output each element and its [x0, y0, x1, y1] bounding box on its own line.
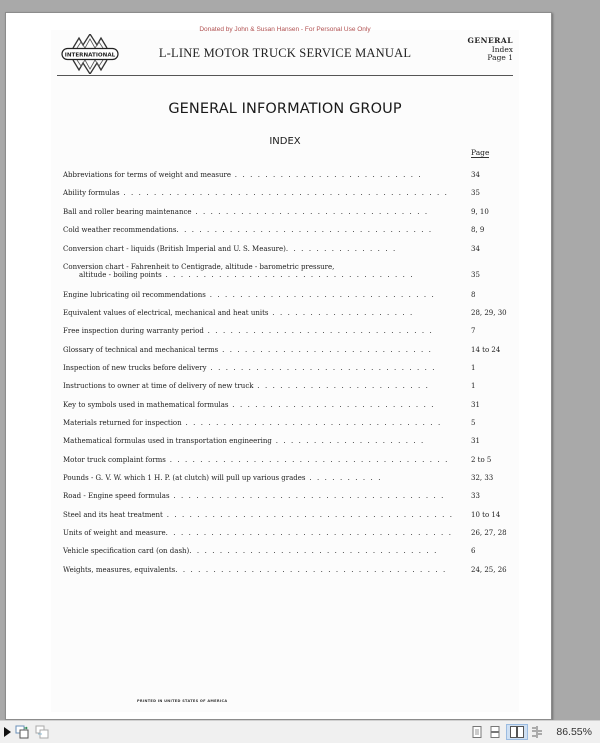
- page-thumbnails-button[interactable]: [14, 725, 30, 739]
- corner-group: GENERAL: [467, 36, 513, 45]
- group-title: GENERAL INFORMATION GROUP: [168, 101, 402, 117]
- play-icon: [4, 727, 11, 737]
- index-entry: Free inspection during warranty period . . . . . . . . . . . . . . . . . . . . . . . . . . . . . . 7: [63, 327, 476, 335]
- two-page-icon: [510, 726, 524, 738]
- index-entry: Materials returned for inspection . . . . . . . . . . . . . . . . . . . . . . . . . . . . . . . . . . 5: [63, 419, 476, 427]
- pdf-page: [5, 12, 552, 720]
- index-entry: Instructions to owner at time of delivery of new truck . . . . . . . . . . . . . . . . . . . . . . . 1: [63, 382, 476, 390]
- continuous-page-icon: [490, 726, 500, 738]
- page-reference: [467, 37, 513, 63]
- index-entry: Glossary of technical and mechanical terms . . . . . . . . . . . . . . . . . . . . . . . . . . . . 14 to 24: [63, 346, 501, 354]
- two-page-continuous-icon: [531, 726, 543, 738]
- svg-text:INTERNATIONAL: INTERNATIONAL: [64, 52, 116, 59]
- corner-page: Page 1: [487, 53, 513, 62]
- index-entry: Abbreviations for terms of weight and measure . . . . . . . . . . . . . . . . . . . . . . . . . 34: [63, 171, 480, 179]
- index-entry: Road - Engine speed formulas . . . . . . . . . . . . . . . . . . . . . . . . . . . . . . . . . . . . 33: [63, 492, 480, 500]
- index-entry: Inspection of new trucks before delivery . . . . . . . . . . . . . . . . . . . . . . . . . . . . . . 1: [63, 364, 476, 372]
- index-entry: Weights, measures, equivalents. . . . . . . . . . . . . . . . . . . . . . . . . . . . . . . . . . . . 24, 25, 26: [63, 566, 507, 574]
- index-entry: Engine lubricating oil recommendations . . . . . . . . . . . . . . . . . . . . . . . . . . . . . . 8: [63, 291, 476, 299]
- index-entry: Mathematical formulas used in transportation engineering . . . . . . . . . . . . . . . . . . . . 31: [63, 437, 480, 445]
- single-page-icon: [472, 726, 482, 738]
- watermark-text: Donated by John & Susan Hansen - For Personal Use Only: [199, 26, 371, 33]
- single-page-view-button[interactable]: [470, 725, 484, 739]
- index-entry: Conversion chart - Fahrenheit to Centigrade, altitude - barometric pressure, altitude - boiling points . . . . . . . . . . . . . . . . . . . . . . . . . . . . . . . . . 35: [63, 263, 480, 279]
- index-entry: Pounds - G. V. W. which 1 H. P. (at clutch) will pull up various grades . . . . . . . . . . 32, 33: [63, 474, 494, 482]
- scanned-page: [51, 26, 519, 712]
- index-entry: Steel and its heat treatment . . . . . . . . . . . . . . . . . . . . . . . . . . . . . . . . . . . . . . 10 to 14: [63, 511, 501, 519]
- zoom-level[interactable]: 86.55%: [556, 726, 592, 738]
- index-entry: Conversion chart - liquids (British Imperial and U. S. Measure). . . . . . . . . . . . . . . 34: [63, 245, 480, 253]
- index-entry: Cold weather recommendations. . . . . . . . . . . . . . . . . . . . . . . . . . . . . . . . . . 8, 9: [63, 226, 485, 234]
- index-entry: Vehicle specification card (on dash). . . . . . . . . . . . . . . . . . . . . . . . . . . . . . . . . 6: [63, 547, 476, 555]
- page-thumbnails-icon: [15, 725, 29, 739]
- header-divider: [57, 75, 513, 76]
- play-button[interactable]: [2, 725, 12, 739]
- printed-note: PRINTED IN UNITED STATES OF AMERICA: [137, 699, 228, 703]
- index-entry: Motor truck complaint forms . . . . . . . . . . . . . . . . . . . . . . . . . . . . . . . . . . . . . 2 to 5: [63, 456, 492, 464]
- index-entry: Ability formulas . . . . . . . . . . . . . . . . . . . . . . . . . . . . . . . . . . . . . . . . . . . 35: [63, 189, 480, 197]
- index-title: INDEX: [269, 136, 301, 147]
- manual-title: L-LINE MOTOR TRUCK SERVICE MANUAL: [158, 46, 412, 60]
- index-entry: Equivalent values of electrical, mechanical and heat units . . . . . . . . . . . . . . . . . . . 28, 29, 30: [63, 309, 507, 317]
- continuous-view-button[interactable]: [488, 725, 502, 739]
- attachments-button[interactable]: [34, 725, 50, 739]
- two-page-continuous-view-button[interactable]: [530, 725, 544, 739]
- bottom-toolbar: [0, 720, 600, 743]
- index-entry: Units of weight and measure. . . . . . . . . . . . . . . . . . . . . . . . . . . . . . . . . . . . . . 26, 27, 28: [63, 529, 507, 537]
- corner-section: Index: [491, 44, 513, 54]
- two-page-view-button[interactable]: [506, 724, 528, 740]
- page-column-header: Page: [471, 148, 490, 157]
- index-entry: Ball and roller bearing maintenance . . . . . . . . . . . . . . . . . . . . . . . . . . . . . . . 9, 10: [63, 208, 489, 216]
- attachments-icon: [35, 725, 49, 739]
- index-entry: Key to symbols used in mathematical formulas . . . . . . . . . . . . . . . . . . . . . . . . . . . 31: [63, 401, 480, 409]
